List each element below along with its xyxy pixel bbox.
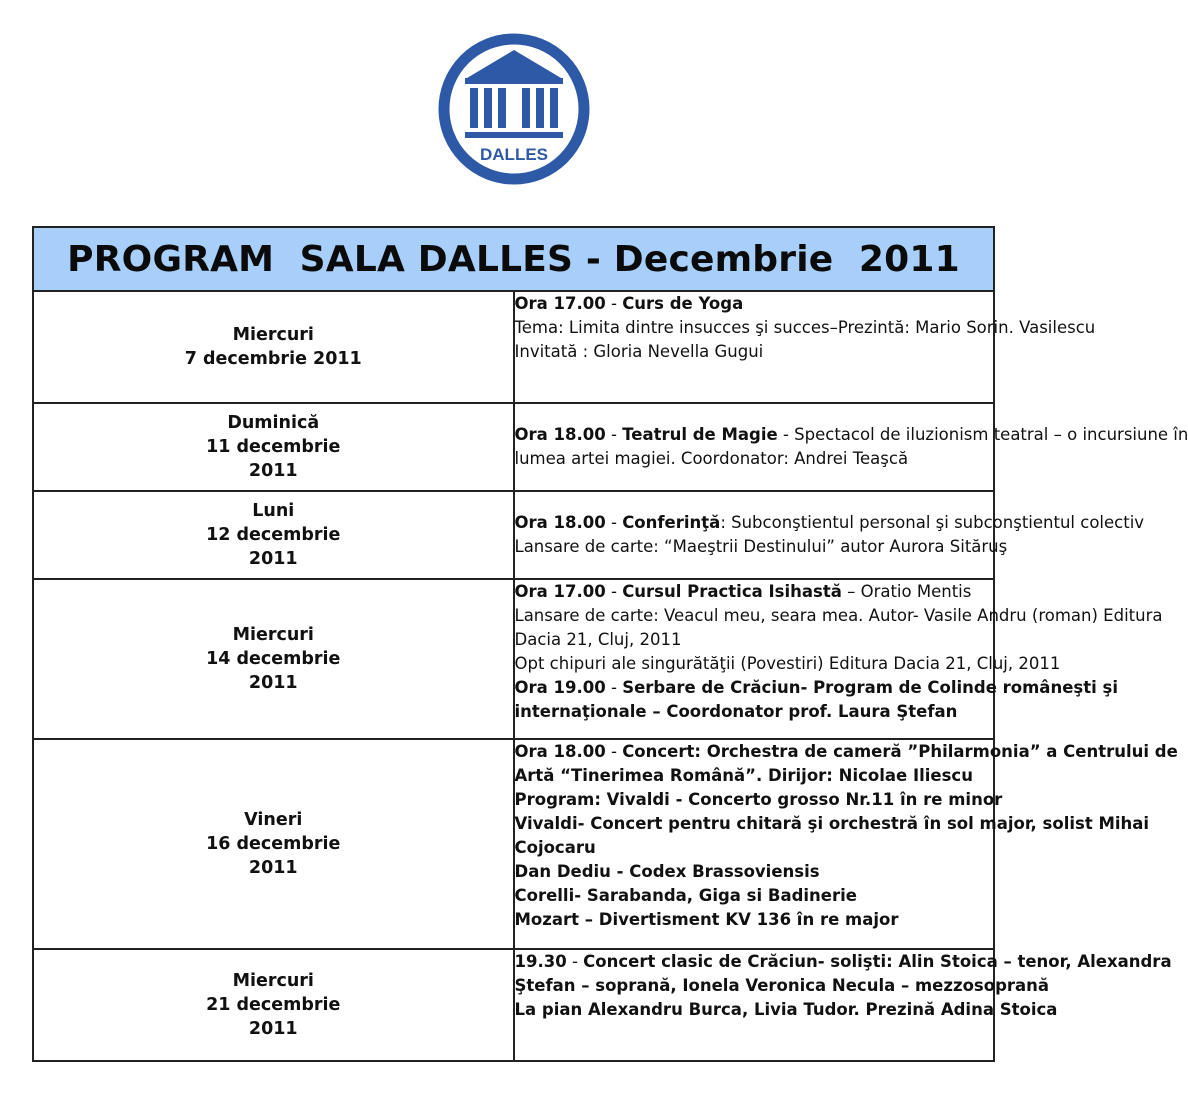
event-text-bold: Concert: Orchestra de cameră ”Philarmonia” a Centrului de [622,742,1178,761]
event-day: Miercuri [232,625,314,645]
event-line [514,604,1163,628]
event-date-cell [33,579,514,739]
event-line [514,535,1008,559]
event-text-bold: Curs de Yoga [622,294,744,313]
event-date-cell [33,291,514,403]
event-line [515,447,994,471]
event-day: Luni [252,501,295,521]
event-text-bold: Ora 18.00 [514,742,606,761]
event-text: - [605,425,623,444]
event-text-bold: Mozart – Divertisment KV 136 în re major [514,910,899,929]
table-row [33,579,994,739]
page-title: PROGRAM SALA DALLES - Decembrie 2011 [33,227,994,291]
event-text: Opt chipuri ale singurătăţii (Povestiri) Editura Dacia 21, Cluj, 2011 [514,654,1061,673]
event-date: 16 decembrie [206,834,341,854]
table-row [33,491,994,579]
event-date: 12 decembrie [206,525,341,545]
event-text: – Oratio Mentis [841,582,972,601]
event-date-cell [33,739,514,949]
event-day: Vineri [244,810,303,830]
event-line [515,764,994,788]
event-details-cell [514,291,1096,403]
event-day: Duminică [227,413,320,433]
event-line [514,423,1188,447]
logo-text: DALLES [480,145,548,164]
event-date-cell [33,491,514,579]
event-text-bold: Serbare de Crăciun- Program de Colinde româneşti şi [622,678,1118,697]
event-text: - Spectacol de iluzionism teatral – o incursiune în [777,425,1188,444]
event-text-bold: La pian Alexandru Burca, Livia Tudor. Prezină Adina Stoica [514,1000,1058,1019]
event-line [515,860,994,884]
title-row [33,227,994,291]
event-line [515,908,994,932]
event-text-bold: Vivaldi- Concert pentru chitară şi orchestră în sol major, solist Mihai [514,814,1150,833]
event-line [515,836,994,860]
event-year: 2011 [248,461,298,481]
event-line [514,788,1003,812]
event-line [514,950,1172,974]
event-line [515,340,994,364]
event-date-cell [33,403,514,491]
event-line [515,628,994,652]
event-text: - [605,582,623,601]
event-details-cell [514,949,1172,1061]
event-year: 2011 [248,858,298,878]
dalles-building-icon [437,28,591,190]
event-text: Tema: Limita dintre insucces şi succes–Prezintă: Mario Sorin. Vasilescu [514,318,1096,337]
event-line [515,884,994,908]
event-text-bold: Conferinţă [622,513,721,532]
event-line [514,316,1096,340]
event-text-bold: Ştefan – soprană, Ionela Veronica Necula – mezzosoprană [514,976,1050,995]
event-line [515,292,994,316]
event-line [514,652,1061,676]
event-line [514,676,1118,700]
event-year: 2011 [248,673,298,693]
event-text: : Subconştientul personal şi subconştientul colectiv [720,513,1145,532]
program-table [32,226,1188,1062]
event-text: - [605,678,623,697]
event-text: Dacia 21, Cluj, 2011 [514,630,682,649]
event-text: lumea artei magiei. Coordonator: Andrei Teaşcă [514,449,909,468]
event-text-bold: Corelli- Sarabanda, Giga si Badinerie [514,886,857,905]
table-row [33,403,994,491]
event-text: - [605,742,623,761]
event-line [514,998,1058,1022]
event-year: 2011 [248,549,298,569]
event-text-bold: Program: Vivaldi - Concerto grosso Nr.11 în re minor [514,790,1003,809]
event-line [514,740,1178,764]
event-year: 2011 [248,1019,298,1039]
event-text-bold: Dan Dediu - Codex Brassoviensis [514,862,820,881]
event-line [514,812,1150,836]
event-text-bold: Ora 18.00 [514,425,606,444]
event-day: Miercuri [232,971,314,991]
event-line [515,580,994,604]
table-row [33,291,994,403]
event-date: 21 decembrie [206,995,341,1015]
dalles-logo [437,28,591,190]
event-text: - [605,513,623,532]
event-text: Lansare de carte: “Maeştrii Destinului” autor Aurora Sităruş [514,537,1008,556]
event-details-cell [514,403,1188,491]
event-date: 14 decembrie [206,649,341,669]
table-row [33,949,994,1061]
event-day: Miercuri [232,325,314,345]
event-text-bold: Ora 17.00 [514,582,606,601]
event-details-cell [514,579,1163,739]
event-text: - [605,294,623,313]
event-text-bold: Ora 18.00 [514,513,606,532]
event-text-bold: internaţionale – Coordonator prof. Laura Ştefan [514,702,958,721]
event-line [515,700,994,724]
event-text-bold: Concert clasic de Crăciun- solişti: Alin Stoica – tenor, Alexandra [583,952,1172,971]
table-row [33,739,994,949]
event-line [514,974,1050,998]
event-text: Lansare de carte: Veacul meu, seara mea. Autor- Vasile Andru (roman) Editura [514,606,1163,625]
event-text: Invitată : Gloria Nevella Gugui [514,342,764,361]
event-details-cell [514,491,1145,579]
event-details-cell [514,739,1178,949]
event-text-bold: Teatrul de Magie [622,425,778,444]
event-text-bold: Cojocaru [514,838,596,857]
event-date: 11 decembrie [206,437,341,457]
event-line [514,511,1145,535]
event-text-bold: Cursul Practica Isihastă [622,582,842,601]
event-text-bold: 19.30 [514,952,567,971]
event-date-cell [33,949,514,1061]
event-text-bold: Ora 17.00 [514,294,606,313]
event-text: - [566,952,584,971]
event-date: 7 decembrie 2011 [184,349,362,369]
event-text-bold: Ora 19.00 [514,678,606,697]
event-text-bold: Artă “Tinerimea Română”. Dirijor: Nicolae Iliescu [514,766,973,785]
